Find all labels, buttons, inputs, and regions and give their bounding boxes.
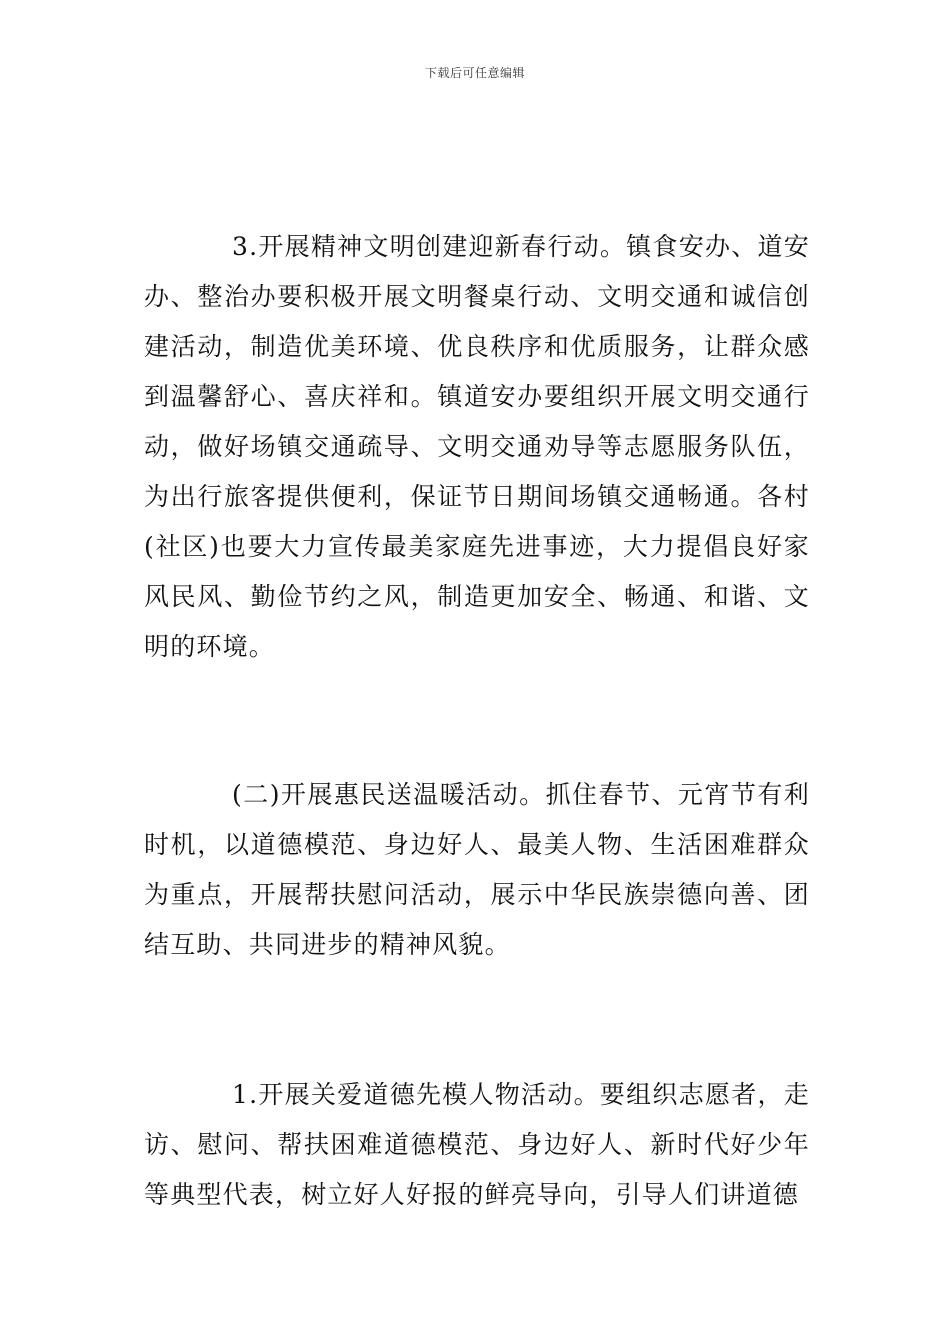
header-note: 下载后可任意编辑 <box>424 66 525 80</box>
paragraph-civilization-action: 3.开展精神文明创建迎新春行动。镇食安办、道安办、整治办要积极开展文明餐桌行动、文明交通和诚信创建活动，制造优美环境、优良秩序和优质服务，让群众感到温馨舒心、喜庆祥和。镇道安办要组织开展文明交通行动，做好场镇交通疏导、文明交通劝导等志愿服务队伍，为出行旅客提供便利，保证节日期间场镇交通畅通。各村(社区)也要大力宣传最美家庭先进事迹，大力提倡良好家风民风、勤俭节约之风，制造更加安全、畅通、和谐、文明的环境。 <box>144 232 810 661</box>
paragraph-moral-models: 1.开展关爱道德先模人物活动。要组织志愿者，走访、慰问、帮扶困难道德模范、身边好人、新时代好少年等典型代表，树立好人好报的鲜亮导向，引导人们讲道德 <box>144 1080 810 1209</box>
paragraph-warmth-activity: (二)开展惠民送温暖活动。抓住春节、元宵节有利时机，以道德模范、身边好人、最美人物、生活困难群众为重点，开展帮扶慰问活动，展示中华民族崇德向善、团结互助、共同进步的精神风貌。 <box>144 780 810 959</box>
